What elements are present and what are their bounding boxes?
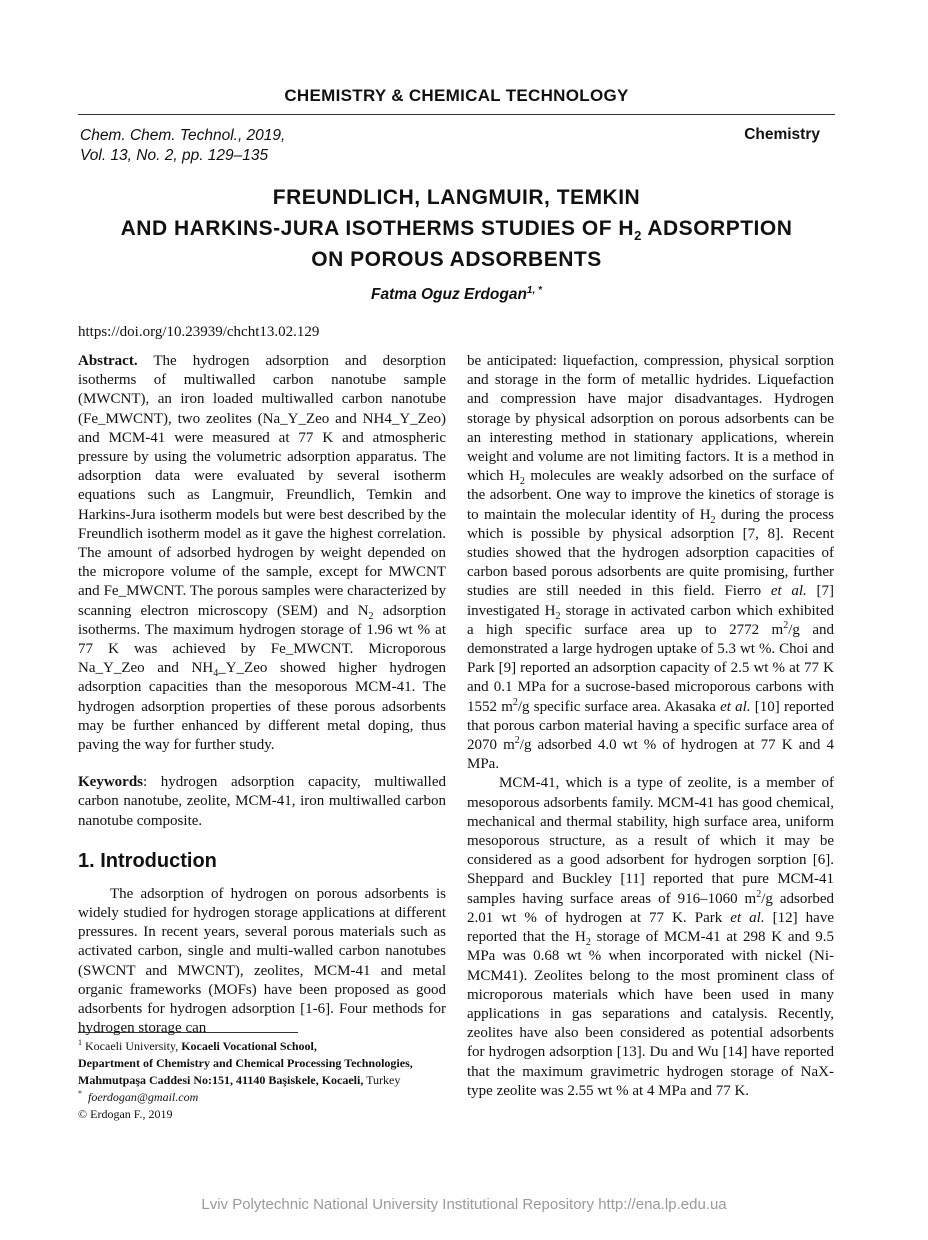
journal-header: CHEMISTRY & CHEMICAL TECHNOLOGY (284, 86, 629, 105)
header-rule (78, 114, 835, 115)
keywords-label: Keywords (78, 774, 143, 791)
rc-text-9: /g adsorbed 4.0 wt % of hydrogen at 77 K and 4 MPa. (467, 737, 834, 773)
doi-link[interactable]: https://doi.org/10.23939/chcht13.02.129 (78, 324, 320, 340)
spacer (78, 755, 446, 773)
footnote-affiliation-1 (78, 1038, 458, 1055)
rc-sup-1: 2 (783, 619, 789, 631)
rc-sub-2: 2 (710, 514, 716, 526)
section-label: Chemistry (744, 126, 820, 143)
rc-text-2: molecules are weakly adsorbed on the surface of the adsorbent. One way to improve the kinetics of storage is to maintain the molecular identity of H (467, 468, 834, 523)
mcm-text-1: MCM-41, which is a type of zeolite, is a member of mesoporous adsorbents family. MCM-41 has good chemical, mechanical and thermal stability, high surface area, uniform mesoporous structure, as a result of which it may be considered as a good adsorbent for hydrogen sorption [6]. Sheppard and Buckley [11] reported that pure MCM-41 samples having surface areas of 916–1060 m (467, 775, 834, 907)
citation (80, 126, 285, 166)
footnote-rule (78, 1032, 298, 1033)
author-name: Fatma Oguz Erdogan (371, 286, 527, 303)
abstract-sub-1: 2 (368, 610, 374, 622)
mcm-sub-1: 2 (585, 937, 591, 949)
spacer (78, 831, 446, 849)
paper-title (78, 182, 835, 275)
abstract-text-2: adsorption isotherms. The maximum hydrogen storage of 1.96 wt % at 77 K was achieved by Fe_MWCNT. Microporous Na_Y_Zeo and NH (78, 602, 446, 677)
right-column (467, 352, 834, 1101)
footnote-school: Kocaeli Vocational School, (181, 1039, 317, 1053)
rc-italic-2: et al. (720, 698, 751, 715)
mcm-italic-1: et al. (730, 909, 765, 926)
footnote-affiliation-2 (78, 1055, 458, 1072)
mcm-text-4: storage of MCM-41 at 298 K and 9.5 MPa was 0.68 wt % when incorporated with nickel (Ni-MCM41). Zeolites belong to the most prominent class of microporous materials which have been used in many applications in gas separations and catalysis. Recently, zeolites have also been considered as potential adsorbents for hydrogen adsorption [13]. Du and Wu [14] have reported that the maximum gravimetric hydrogen storage of NaX-type zeolite was 2.55 wt % at 4 MPa and 77 K. (467, 929, 834, 1099)
rc-italic-1: et al. (770, 583, 807, 600)
title-line-1: FREUNDLICH, LANGMUIR, TEMKIN (272, 186, 641, 209)
abstract-text-1: The hydrogen adsorption and desorption isotherms of multiwalled carbon nanotube sample (MWCNT), an iron loaded multiwalled carbon nanotube (Fe_MWCNT), two zeolites (Na_Y_Zeo and NH4_Y_Zeo) and MCM-41 were measured at 77 K and atmospheric pressure by using the volumetric adsorption apparatus. The adsorption data were evaluated by several isotherm equations such as Langmuir, Freundlich, Temkin and Harkins-Jura isotherm models but were best described by the Freundlich isotherm model as it gave the highest correlation. The amount of adsorbed hydrogen by weight depended on the micropore volume of the sample, except for MWCNT and Fe_MWCNT. The porous samples were characterized by scanning electron microscopy (SEM) and N (78, 353, 446, 619)
citation-line-1: Chem. Chem. Technol., 2019, (80, 127, 286, 144)
title-line-2 (78, 213, 835, 244)
rc-text-1: be anticipated: liquefaction, compression, physical sorption and storage in the form of metallic hydrides. Liquefaction and compression have major disadvantages. Hydrogen storage by physical adsorption on porous adsorbents can be an interesting method in stationary applications, wherein weight and volume are not limiting factors. It is a method in which H (467, 353, 834, 485)
intro-paragraph-1: The adsorption of hydrogen on porous adsorbents is widely studied for hydrogen storage applications at different pressures. In recent years, several porous materials such as activated carbon, single and multi-walled carbon nanotubes (SWCNT and MWCNT), zeolites, MCM-41 and metal organic frameworks (MOFs) have been proposed as good adsorbents for hydrogen adsorption [1-6]. Four methods for hydrogen storage can (78, 885, 446, 1037)
rc-sup-2: 2 (512, 696, 518, 708)
footnote-country: Turkey (363, 1073, 401, 1087)
footnotes (78, 1038, 458, 1123)
author-marks: 1, * (526, 284, 542, 296)
footnote-university: Kocaeli University, (82, 1039, 182, 1053)
footnote-mark: 1 (78, 1038, 82, 1047)
mcm41-paragraph (467, 774, 834, 1100)
footnote-copyright: © Erdogan F., 2019 (78, 1107, 173, 1121)
intro-paragraph-continued (467, 352, 834, 774)
mcm-text-2: /g adsorbed 2.01 wt % of hydrogen at 77 K. Park (467, 890, 834, 926)
title-line-3: ON POROUS ADSORBENTS (311, 248, 602, 271)
rc-text-7: /g specific surface area. Akasaka (517, 698, 721, 715)
email-link[interactable]: foerdogan@gmail.com (88, 1090, 199, 1104)
repository-footer: Lviv Polytechnic National University Institutional Repository http://ena.lp.edu.ua (201, 1196, 727, 1213)
title-subscript: 2 (634, 228, 642, 244)
abstract-sub-2: 4 (213, 668, 219, 680)
rc-text-8: [10] reported that porous carbon material having a specific surface area of 2070 m (467, 698, 834, 754)
citation-line-2: Vol. 13, No. 2, pp. 129–135 (80, 147, 269, 164)
footnote-street: Mahmutpaşa Caddesi No:151, 41140 Başiskele, Kocaeli, (78, 1073, 364, 1087)
rc-text-4: [7] investigated H (467, 583, 834, 619)
footnote-email (78, 1089, 458, 1106)
title-line-2-text: AND HARKINS-JURA ISOTHERMS STUDIES OF H (120, 217, 635, 240)
mcm-text-3: [12] have reported that the H (467, 909, 834, 946)
rc-text-6: /g and demonstrated a large hydrogen uptake of 5.3 wt %. Choi and Park [9] reported an adsorption capacity of 2.5 wt % at 77 K and 0.1 MPa for a sucrose-based microporous carbons with 1552 m (467, 621, 834, 715)
footnote-department: Department of Chemistry and Chemical Processing Technologies, (78, 1056, 413, 1070)
email-mark: * (78, 1089, 82, 1098)
left-column (78, 352, 446, 1039)
rc-sub-3: 2 (555, 610, 561, 622)
title-line-2-end: ADSORPTION (641, 217, 793, 240)
rc-text-3: during the process which is possible by physical adsorption [7, 8]. Recent studies showed that the hydrogen adsorption capacities of carbon based porous adsorbents are quite promising, further studies are still needed in this field. Fierro (467, 506, 834, 600)
keywords (78, 773, 446, 831)
author (78, 286, 835, 304)
rc-text-5: storage in activated carbon which exhibited a high specific surface area up to 2772 m (467, 602, 834, 638)
footnote-address (78, 1072, 458, 1089)
intro-heading: 1. Introduction (78, 849, 217, 872)
rc-sup-3: 2 (514, 735, 520, 747)
rc-sub-1: 2 (519, 476, 525, 488)
abstract (78, 352, 446, 755)
keywords-text: : hydrogen adsorption capacity, multiwalled carbon nanotube, zeolite, MCM-41, iron multiwalled carbon nanotube composite. (78, 774, 446, 829)
abstract-label: Abstract. (78, 353, 138, 369)
abstract-text-3: _Y_Zeo showed higher hydrogen adsorption capacities than the mesoporous MCM-41. The hydrogen adsorption properties of these porous adsorbents may be further enhanced by different metal doping, thus paving the way for further study. (78, 660, 446, 754)
mcm-sup-1: 2 (756, 888, 762, 900)
